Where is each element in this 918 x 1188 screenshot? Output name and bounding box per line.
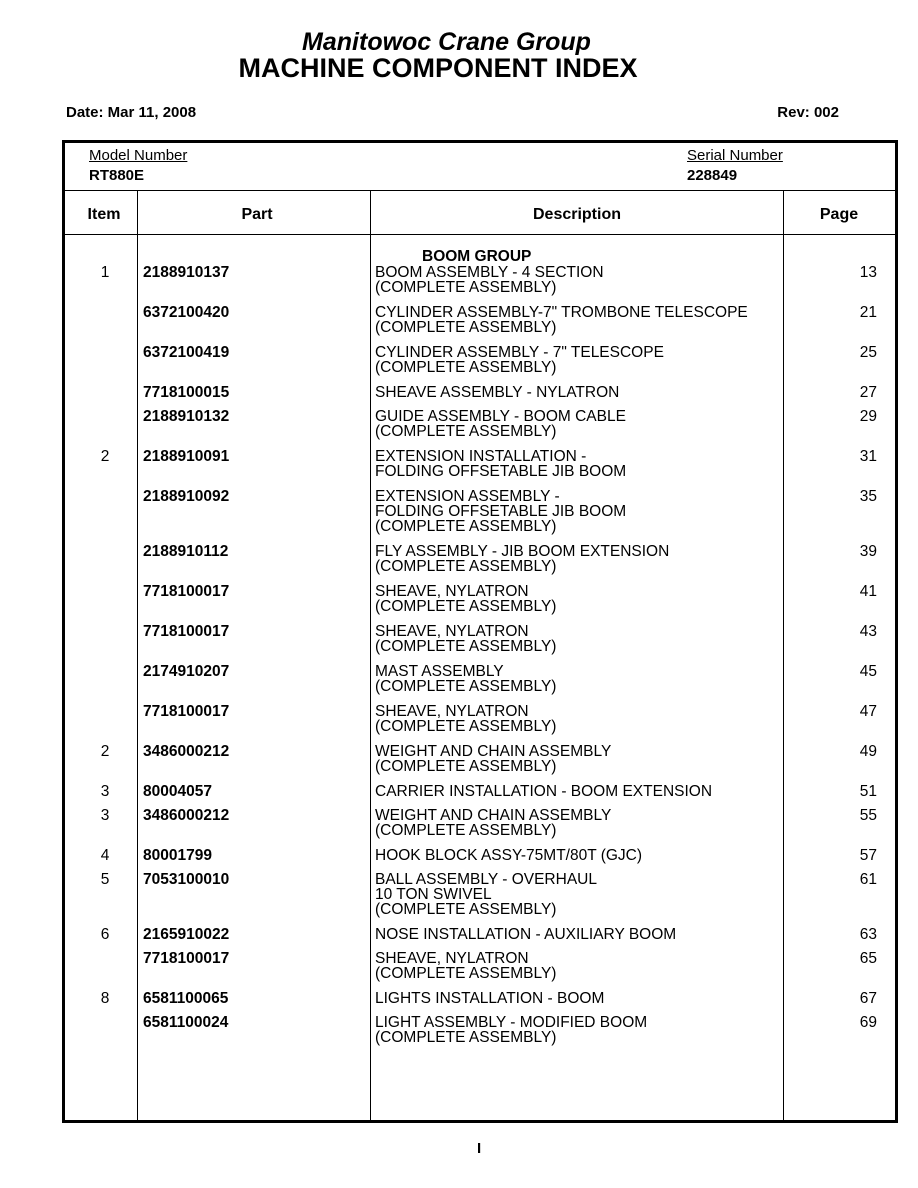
description xyxy=(375,848,642,863)
description-line: (COMPLETE ASSEMBLY) xyxy=(375,518,557,535)
description-line: NOSE INSTALLATION - AUXILIARY BOOM xyxy=(375,926,677,943)
page-number: 45 xyxy=(859,663,877,680)
item-number: 4 xyxy=(100,847,110,864)
serial-number-label: Serial Number xyxy=(687,147,783,164)
part-number: 6581100024 xyxy=(143,1014,229,1031)
description xyxy=(375,808,611,838)
description xyxy=(375,991,604,1006)
description-line: (COMPLETE ASSEMBLY) xyxy=(375,279,557,296)
column-header-page: Page xyxy=(819,206,859,223)
description xyxy=(375,345,664,375)
column-header-divider xyxy=(65,234,895,235)
item-number: 3 xyxy=(100,807,110,824)
description-line: (COMPLETE ASSEMBLY) xyxy=(375,718,557,735)
item-number: 6 xyxy=(100,926,110,943)
page-number: 69 xyxy=(859,1014,877,1031)
page-number: 25 xyxy=(859,344,877,361)
description xyxy=(375,664,556,694)
part-number: 7718100015 xyxy=(143,384,230,401)
description-line: SHEAVE, NYLATRON xyxy=(375,623,529,640)
part-number: 2174910207 xyxy=(143,663,230,680)
description-line: (COMPLETE ASSEMBLY) xyxy=(375,1029,557,1046)
part-number: 7718100017 xyxy=(143,703,230,720)
part-number: 2188910091 xyxy=(143,448,230,465)
item-number: 3 xyxy=(100,783,110,800)
description-line: FLY ASSEMBLY - JIB BOOM EXTENSION xyxy=(375,543,670,560)
description-line: CARRIER INSTALLATION - BOOM EXTENSION xyxy=(375,783,713,800)
part-number: 7053100010 xyxy=(143,871,230,888)
page-number: 57 xyxy=(859,847,877,864)
component-index-table xyxy=(62,140,898,1123)
column-header-part: Part xyxy=(241,206,273,223)
page-number: 51 xyxy=(859,783,877,800)
description xyxy=(375,951,556,981)
description xyxy=(375,265,604,295)
description xyxy=(375,784,712,799)
page-number: 67 xyxy=(859,990,877,1007)
document-date: Date: Mar 11, 2008 xyxy=(66,104,197,121)
group-heading: BOOM GROUP xyxy=(422,248,532,265)
part-number: 2188910092 xyxy=(143,488,230,505)
description-line: GUIDE ASSEMBLY - BOOM CABLE xyxy=(375,408,626,425)
page-number: 31 xyxy=(859,448,877,465)
description xyxy=(375,449,626,479)
description-line: BALL ASSEMBLY - OVERHAUL xyxy=(375,871,597,888)
description-line: HOOK BLOCK ASSY-75MT/80T (GJC) xyxy=(375,847,643,864)
page-number: 63 xyxy=(859,926,877,943)
item-number: 5 xyxy=(100,871,110,888)
header-divider xyxy=(65,190,895,191)
page-number: 27 xyxy=(859,384,877,401)
column-divider xyxy=(370,191,371,1120)
document-title: MACHINE COMPONENT INDEX xyxy=(238,53,638,83)
description-line: FOLDING OFFSETABLE JIB BOOM xyxy=(375,463,627,480)
description-line: (COMPLETE ASSEMBLY) xyxy=(375,678,557,695)
description-line: CYLINDER ASSEMBLY-7" TROMBONE TELESCOPE xyxy=(375,304,748,321)
description xyxy=(375,385,619,400)
part-number: 7718100017 xyxy=(143,950,230,967)
page-number: 29 xyxy=(859,408,877,425)
document-revision: Rev: 002 xyxy=(777,104,839,121)
part-number: 2165910022 xyxy=(143,926,230,943)
page-number: 49 xyxy=(859,743,877,760)
part-number: 2188910132 xyxy=(143,408,230,425)
page-number: 61 xyxy=(859,871,877,888)
description-line: (COMPLETE ASSEMBLY) xyxy=(375,638,557,655)
model-number-label: Model Number xyxy=(89,147,188,164)
description xyxy=(375,744,611,774)
company-name: Manitowoc Crane Group xyxy=(302,28,591,56)
description-line: LIGHTS INSTALLATION - BOOM xyxy=(375,990,605,1007)
description xyxy=(375,305,748,335)
model-number-value: RT880E xyxy=(89,167,145,184)
page-number: 55 xyxy=(859,807,877,824)
description xyxy=(375,1015,647,1045)
item-number: 2 xyxy=(100,448,110,465)
description-line: SHEAVE ASSEMBLY - NYLATRON xyxy=(375,384,620,401)
column-divider xyxy=(783,191,784,1120)
item-number: 2 xyxy=(100,743,110,760)
description xyxy=(375,409,626,439)
description-line: (COMPLETE ASSEMBLY) xyxy=(375,359,557,376)
part-number: 7718100017 xyxy=(143,583,230,600)
column-header-item: Item xyxy=(87,206,121,223)
description-line: EXTENSION INSTALLATION - xyxy=(375,448,587,465)
description-line: (COMPLETE ASSEMBLY) xyxy=(375,822,557,839)
page-number: 13 xyxy=(859,264,877,281)
description-line: SHEAVE, NYLATRON xyxy=(375,950,529,967)
column-divider xyxy=(137,191,138,1120)
page-number: 21 xyxy=(859,304,877,321)
description-line: (COMPLETE ASSEMBLY) xyxy=(375,558,557,575)
description xyxy=(375,704,556,734)
part-number: 3486000212 xyxy=(143,807,230,824)
description-line: (COMPLETE ASSEMBLY) xyxy=(375,598,557,615)
description xyxy=(375,489,626,534)
part-number: 7718100017 xyxy=(143,623,230,640)
description-line: WEIGHT AND CHAIN ASSEMBLY xyxy=(375,807,612,824)
page-number: 39 xyxy=(859,543,877,560)
item-number: 8 xyxy=(100,990,110,1007)
description-line: LIGHT ASSEMBLY - MODIFIED BOOM xyxy=(375,1014,648,1031)
column-header-description: Description xyxy=(532,206,621,223)
description-line: (COMPLETE ASSEMBLY) xyxy=(375,965,557,982)
part-number: 2188910112 xyxy=(143,543,229,560)
description xyxy=(375,927,676,942)
description-line: SHEAVE, NYLATRON xyxy=(375,703,529,720)
page-number: 47 xyxy=(859,703,877,720)
page-number: 41 xyxy=(859,583,877,600)
part-number: 80004057 xyxy=(143,783,212,800)
part-number: 3486000212 xyxy=(143,743,230,760)
description-line: (COMPLETE ASSEMBLY) xyxy=(375,319,557,336)
description xyxy=(375,544,669,574)
description-line: 10 TON SWIVEL xyxy=(375,886,492,903)
part-number: 6372100419 xyxy=(143,344,230,361)
description xyxy=(375,624,556,654)
page-number: 35 xyxy=(859,488,877,505)
part-number: 6581100065 xyxy=(143,990,229,1007)
description xyxy=(375,584,556,614)
description-line: FOLDING OFFSETABLE JIB BOOM xyxy=(375,503,627,520)
description-line: (COMPLETE ASSEMBLY) xyxy=(375,423,557,440)
page-marker: I xyxy=(477,1140,482,1157)
description-line: (COMPLETE ASSEMBLY) xyxy=(375,758,557,775)
page-number: 43 xyxy=(859,623,877,640)
description xyxy=(375,872,597,917)
description-line: WEIGHT AND CHAIN ASSEMBLY xyxy=(375,743,612,760)
item-number: 1 xyxy=(100,264,110,281)
page-number: 65 xyxy=(859,950,877,967)
description-line: SHEAVE, NYLATRON xyxy=(375,583,529,600)
serial-number-value: 228849 xyxy=(687,167,738,184)
description-line: EXTENSION ASSEMBLY - xyxy=(375,488,560,505)
description-line: CYLINDER ASSEMBLY - 7" TELESCOPE xyxy=(375,344,664,361)
part-number: 6372100420 xyxy=(143,304,230,321)
part-number: 80001799 xyxy=(143,847,212,864)
description-line: (COMPLETE ASSEMBLY) xyxy=(375,901,557,918)
description-line: BOOM ASSEMBLY - 4 SECTION xyxy=(375,264,604,281)
part-number: 2188910137 xyxy=(143,264,230,281)
description-line: MAST ASSEMBLY xyxy=(375,663,504,680)
